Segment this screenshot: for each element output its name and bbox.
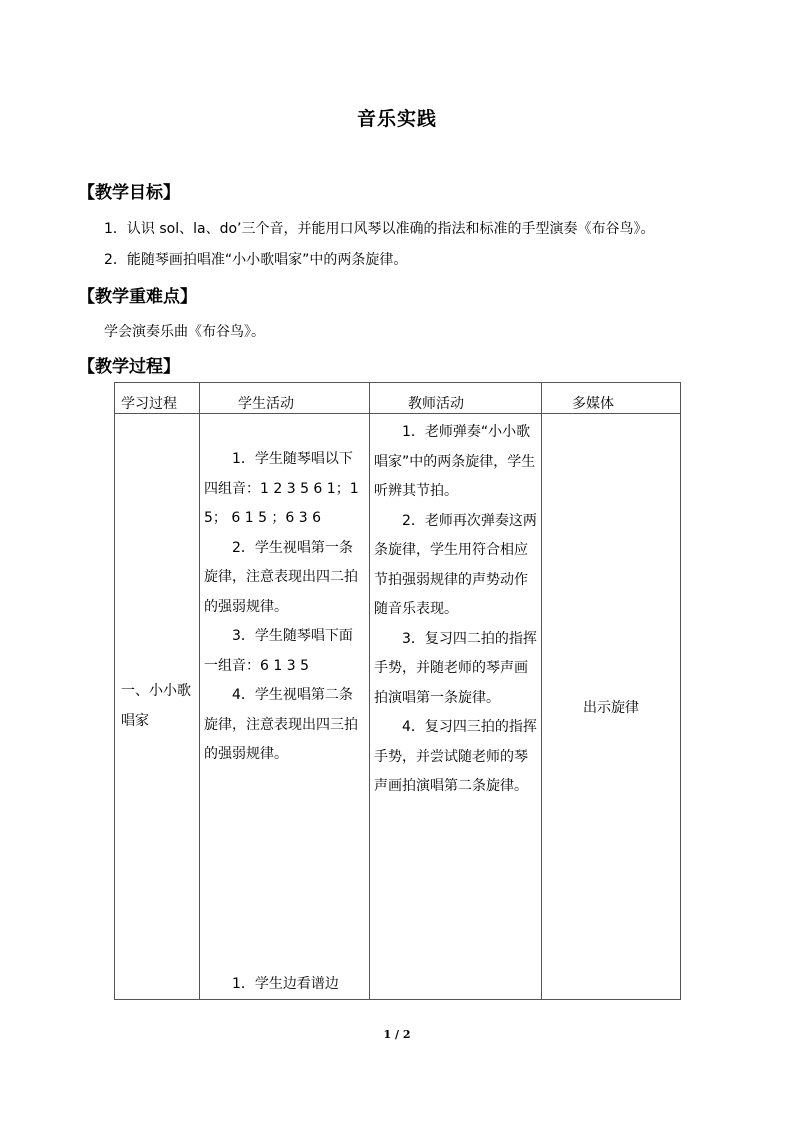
header-cell-media: 多媒体 [542,383,681,414]
process-table [114,382,681,1000]
key-points-text: 学会演奏乐曲《布谷鸟》。 [104,324,265,340]
header-cell-stage: 学习过程 [115,383,200,414]
teacher-step-3: 3．复习四二拍的指挥手势，并随老师的琴声画拍演唱第一条旋律。 [374,630,537,706]
student-step-continued: 1．学生边看谱边 [232,975,339,992]
student-activity-cell [200,414,370,1000]
student-step-4: 4．学生视唱第二条旋律，注意表现出四三拍的强弱规律。 [204,687,358,762]
page-title: 音乐实践 [356,108,437,130]
media-cell [542,414,681,1000]
student-step-1: 1．学生随琴唱以下四组音：1 2 3 5 6 1；1 5； 6 1 5 ；6 3 6 [204,451,359,526]
key-points-heading: 【教学重难点】 [78,287,197,307]
teacher-step-4: 4．复习四三拍的指挥手势，并尝试随老师的琴声画拍演唱第二条旋律。 [374,719,537,794]
table-header-row [115,383,681,414]
stage-cell: 一、小小歌唱家 [115,414,200,1000]
objective-item-1: 1．认识 sol、la、do’三个音，并能用口风琴以准确的指法和标准的手型演奏《布谷鸟》。 [104,221,655,237]
process-heading: 【教学过程】 [78,357,180,377]
teacher-activity-cell [370,414,542,1000]
objective-item-2: 2．能随琴画拍唱准“小小歌唱家”中的两条旋律。 [104,252,408,268]
teacher-step-1: 1．老师弹奏“小小歌唱家”中的两条旋律，学生听辨其节拍。 [374,424,536,499]
header-cell-student: 学生活动 [200,383,370,414]
header-cell-teacher: 教师活动 [370,383,542,414]
student-step-3: 3．学生随琴唱下面一组音：6 1 3 5 [204,628,353,674]
objectives-heading: 【教学目标】 [78,183,180,203]
media-text: 出示旋律 [583,699,639,716]
student-step-2: 2．学生视唱第一条旋律，注意表现出四二拍的强弱规律。 [204,539,358,615]
page-number: 1 / 2 [383,1028,411,1041]
table-row [115,414,681,1000]
teacher-step-2: 2．老师再次弹奏这两条旋律，学生用符合相应节拍强弱规律的声势动作随音乐表现。 [374,512,537,617]
